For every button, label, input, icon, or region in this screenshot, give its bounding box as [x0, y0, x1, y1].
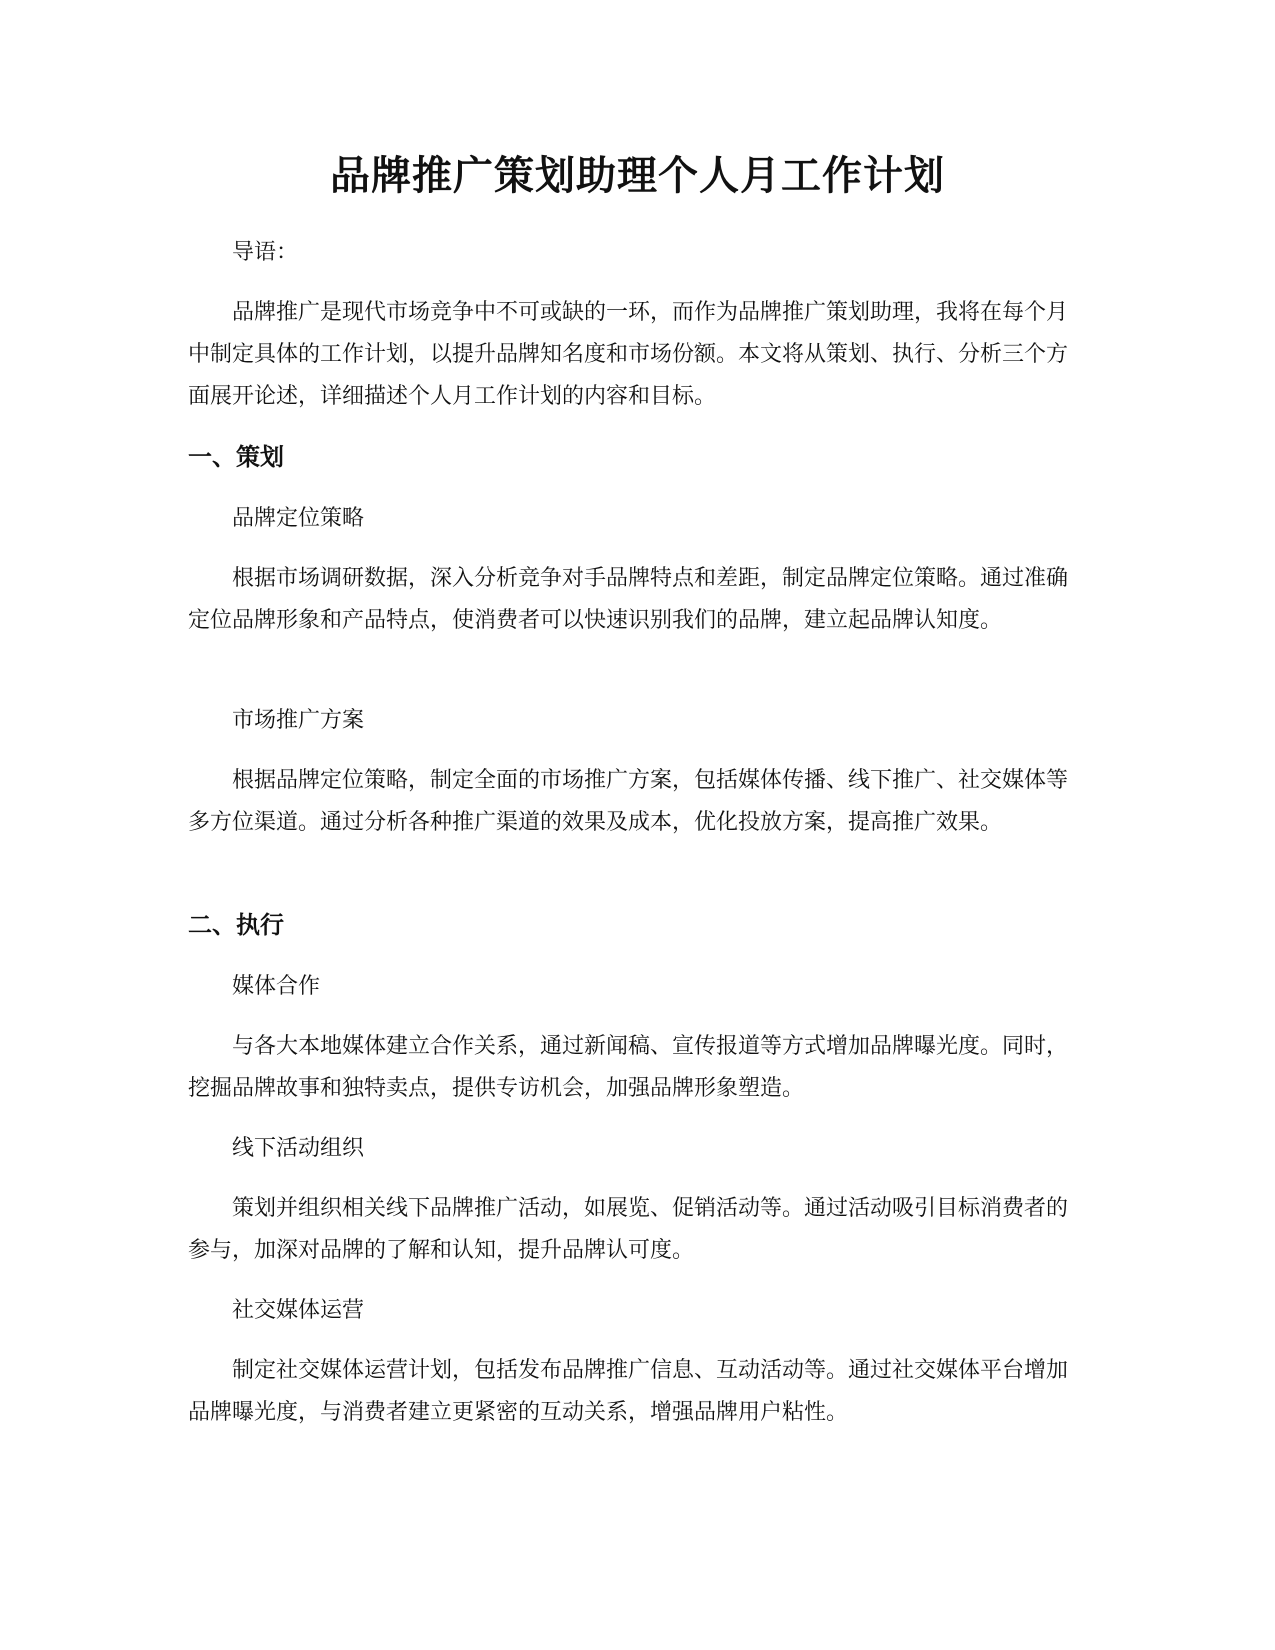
paragraph-offline-events: 策划并组织相关线下品牌推广活动，如展览、促销活动等。通过活动吸引目标消费者的参与，加深对品牌的了解和认知，提升品牌认可度。: [188, 1196, 1069, 1263]
subsection-title-brand-positioning: 品牌定位策略: [232, 506, 365, 531]
paragraph-social-media: 制定社交媒体运营计划，包括发布品牌推广信息、互动活动等。通过社交媒体平台增加品牌曝光度，与消费者建立更紧密的互动关系，增强品牌用户粘性。: [188, 1358, 1069, 1425]
paragraph-brand-positioning: 根据市场调研数据，深入分析竞争对手品牌特点和差距，制定品牌定位策略。通过准确定位品牌形象和产品特点，使消费者可以快速识别我们的品牌，建立起品牌认知度。: [188, 566, 1069, 633]
paragraph-media-cooperation: 与各大本地媒体建立合作关系，通过新闻稿、宣传报道等方式增加品牌曝光度。同时，挖掘品牌故事和独特卖点，提供专访机会，加强品牌形象塑造。: [188, 1034, 1069, 1101]
paragraph-market-promotion: 根据品牌定位策略，制定全面的市场推广方案，包括媒体传播、线下推广、社交媒体等多方位渠道。通过分析各种推广渠道的效果及成本，优化投放方案，提高推广效果。: [188, 768, 1069, 835]
subsection-title-market-promotion: 市场推广方案: [232, 708, 365, 733]
subsection-title-social-media: 社交媒体运营: [232, 1298, 365, 1323]
document-title: 品牌推广策划助理个人月工作计划: [330, 153, 945, 199]
intro-paragraph: 品牌推广是现代市场竞争中不可或缺的一环，而作为品牌推广策划助理，我将在每个月中制定具体的工作计划，以提升品牌知名度和市场份额。本文将从策划、执行、分析三个方面展开论述，详细描述个人月工作计划的内容和目标。: [188, 300, 1069, 409]
section-heading-execution: 二、执行: [188, 911, 284, 939]
intro-label: 导语：: [232, 240, 299, 265]
section-heading-planning: 一、策划: [188, 443, 284, 471]
subsection-title-media-cooperation: 媒体合作: [232, 974, 321, 999]
subsection-title-offline-events: 线下活动组织: [232, 1136, 365, 1161]
